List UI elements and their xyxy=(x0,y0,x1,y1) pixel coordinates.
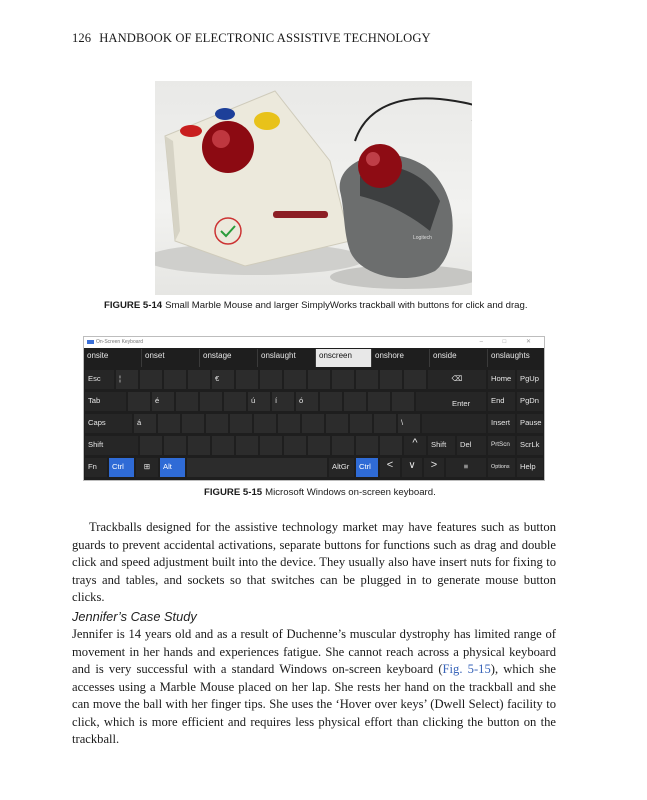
key-o-acute[interactable]: ó xyxy=(296,392,318,411)
key-space[interactable] xyxy=(187,458,327,477)
key-shift-left[interactable]: Shift xyxy=(85,436,138,455)
key-del[interactable]: Del xyxy=(457,436,486,455)
windows-icon[interactable]: ⊞ xyxy=(136,458,158,477)
arrow-left-key[interactable]: < xyxy=(380,458,400,477)
key[interactable] xyxy=(374,414,396,433)
key[interactable] xyxy=(404,370,426,389)
key[interactable] xyxy=(206,414,228,433)
key[interactable] xyxy=(380,436,402,455)
key-alt[interactable]: Alt xyxy=(160,458,185,477)
paragraph-case-study xyxy=(72,626,556,749)
case-study-text-1: Jennifer is 14 years old and as a result of Duchenne’s muscular dystrophy has limited range of movement in her hands and experiences fatigue. She cannot reach across a physical keyboard and is very successful with a standard Windows on-screen keyboard ( xyxy=(72,627,556,676)
key-euro[interactable]: € xyxy=(212,370,234,389)
key[interactable] xyxy=(128,392,150,411)
key-shift-right[interactable]: Shift xyxy=(428,436,455,455)
running-header xyxy=(72,31,431,46)
key-enter[interactable]: Enter xyxy=(416,392,486,411)
osk-window-title: On-Screen Keyboard xyxy=(96,339,143,345)
key-ctrl-right[interactable]: Ctrl xyxy=(356,458,378,477)
figure-5-15-caption xyxy=(204,487,436,498)
suggestion[interactable]: onshore xyxy=(372,349,430,367)
suggestion-selected[interactable]: onscreen xyxy=(316,349,372,367)
key[interactable] xyxy=(350,414,372,433)
key[interactable] xyxy=(392,392,414,411)
osk-title-bar xyxy=(84,337,544,348)
key[interactable] xyxy=(380,370,402,389)
key-pgdn[interactable]: PgDn xyxy=(517,392,543,411)
options-button[interactable]: Options xyxy=(488,458,515,477)
keyboard-app-icon xyxy=(87,340,94,344)
key-esc[interactable]: Esc xyxy=(85,370,114,389)
menu-key-icon[interactable]: ≡ xyxy=(446,458,486,477)
key-prtscn[interactable]: PrtScn xyxy=(488,436,515,455)
key-fn[interactable]: Fn xyxy=(85,458,107,477)
on-screen-keyboard xyxy=(83,336,545,481)
key[interactable] xyxy=(260,436,282,455)
figure-reference-link[interactable]: Fig. 5-15 xyxy=(442,662,491,676)
key[interactable] xyxy=(332,370,354,389)
key[interactable] xyxy=(320,392,342,411)
key[interactable] xyxy=(356,370,378,389)
key-blank[interactable] xyxy=(422,414,486,433)
case-study-text-2: ), which she accesses using a Marble Mouse placed on her lap. She rests her hand on the trackball and she can move the ball with her finger tips. She uses the ‘Hover over keys’ (Dwell Select) facility to click, which is more efficient and requires less physical effort than clicking the button on the trackball. xyxy=(72,662,556,746)
key-backslash[interactable]: \ xyxy=(398,414,420,433)
arrow-down-key[interactable]: ∨ xyxy=(402,458,422,477)
key[interactable] xyxy=(140,370,162,389)
key-end[interactable]: End xyxy=(488,392,515,411)
case-study-heading: Jennifer’s Case Study xyxy=(72,609,197,624)
key-u-acute[interactable]: ú xyxy=(248,392,270,411)
key-tab[interactable]: Tab xyxy=(85,392,126,411)
trackball-photo xyxy=(155,81,472,295)
figure-5-15-label: FIGURE 5-15 xyxy=(204,487,263,498)
key-home[interactable]: Home xyxy=(488,370,515,389)
key[interactable] xyxy=(344,392,366,411)
running-title: HANDBOOK OF ELECTRONIC ASSISTIVE TECHNOLOGY xyxy=(99,31,431,45)
key-broken-bar[interactable]: ¦ xyxy=(116,370,138,389)
key-a-acute[interactable]: á xyxy=(134,414,156,433)
key[interactable] xyxy=(356,436,378,455)
key[interactable] xyxy=(308,370,330,389)
key[interactable] xyxy=(188,370,210,389)
page-number: 126 xyxy=(72,31,92,45)
key[interactable] xyxy=(140,436,162,455)
key[interactable] xyxy=(332,436,354,455)
help-button[interactable]: Help xyxy=(517,458,543,477)
key[interactable] xyxy=(278,414,300,433)
key-ctrl-left[interactable]: Ctrl xyxy=(109,458,134,477)
suggestion[interactable]: onslaughts xyxy=(491,351,530,360)
suggestion[interactable]: onset xyxy=(142,349,200,367)
key[interactable] xyxy=(368,392,390,411)
figure-5-14-text: Small Marble Mouse and larger SimplyWorks trackball with buttons for click and drag. xyxy=(165,300,528,311)
key-pause[interactable]: Pause xyxy=(517,414,543,433)
key[interactable] xyxy=(284,436,306,455)
key[interactable] xyxy=(302,414,324,433)
key[interactable] xyxy=(236,370,258,389)
arrow-up-key[interactable]: ^ xyxy=(404,436,426,455)
key[interactable] xyxy=(254,414,276,433)
key-e-acute[interactable]: é xyxy=(152,392,174,411)
key[interactable] xyxy=(176,392,198,411)
figure-5-14-label: FIGURE 5-14 xyxy=(104,300,163,311)
figure-5-15-text: Microsoft Windows on-screen keyboard. xyxy=(265,487,436,498)
suggestion[interactable]: onstage xyxy=(200,349,258,367)
key[interactable] xyxy=(188,436,210,455)
key[interactable] xyxy=(326,414,348,433)
key-altgr[interactable]: AltGr xyxy=(329,458,354,477)
key-caps[interactable]: Caps xyxy=(85,414,132,433)
key[interactable] xyxy=(164,436,186,455)
key[interactable] xyxy=(230,414,252,433)
key[interactable] xyxy=(236,436,258,455)
key-pgup[interactable]: PgUp xyxy=(517,370,543,389)
suggestion[interactable]: onside xyxy=(430,349,488,367)
key-insert[interactable]: Insert xyxy=(488,414,515,433)
key[interactable] xyxy=(284,370,306,389)
trackball-illustration xyxy=(155,81,472,295)
key[interactable] xyxy=(212,436,234,455)
mouse-logo: Logitech xyxy=(413,235,432,241)
key[interactable] xyxy=(224,392,246,411)
arrow-right-key[interactable]: > xyxy=(424,458,444,477)
suggestion[interactable]: onsite xyxy=(84,349,142,367)
paragraph-trackballs: Trackballs designed for the assistive technology market may have features such as button guards to prevent accidental activations, separate buttons for functions such as drag and double click and speed adjustment built into the device. They usually also have insert nuts for fixing to trays and tables, and sockets so that switches can be plugged in to generate mouse button clicks. xyxy=(72,520,556,604)
key[interactable] xyxy=(182,414,204,433)
key-i-acute[interactable]: í xyxy=(272,392,294,411)
key-backspace[interactable]: ⌫ xyxy=(428,370,486,389)
suggestion[interactable]: onslaught xyxy=(258,349,316,367)
key-scrlk[interactable]: ScrLk xyxy=(517,436,543,455)
key[interactable] xyxy=(164,370,186,389)
key[interactable] xyxy=(200,392,222,411)
window-controls[interactable]: – □ ✕ xyxy=(479,339,540,345)
figure-5-14-caption xyxy=(104,300,528,311)
key[interactable] xyxy=(260,370,282,389)
key[interactable] xyxy=(308,436,330,455)
key[interactable] xyxy=(158,414,180,433)
